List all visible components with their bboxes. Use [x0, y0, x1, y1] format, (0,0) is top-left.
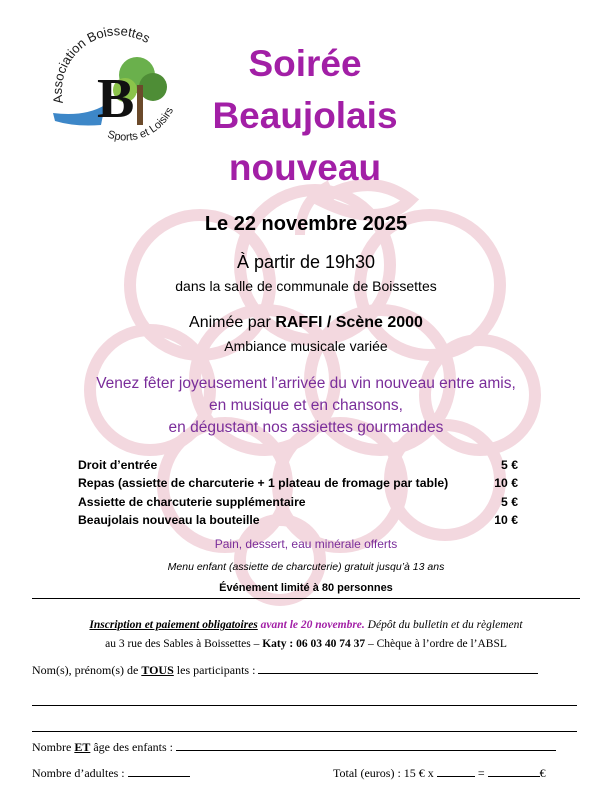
children-label-end: âge des enfants : — [90, 740, 173, 754]
price-value: 5 € — [501, 494, 518, 509]
animation — [0, 314, 612, 332]
registration-line-2 — [0, 638, 612, 650]
title-line: Soirée — [248, 43, 362, 84]
children-label: Nombre — [32, 740, 75, 754]
event-date: Le 22 novembre 2025 — [204, 213, 408, 235]
adults-label: Nombre d’adultes : — [32, 766, 125, 780]
invite-line: en musique et en chansons, — [209, 397, 403, 414]
registration-deposit: Dépôt du bulletin et du règlement — [364, 619, 523, 631]
participants-label-all: TOUS — [141, 663, 174, 677]
invite-line: Venez fêter joyeusement l’arrivée du vin nouveau entre amis, — [96, 375, 516, 392]
children-label-and: ET — [74, 740, 91, 754]
price-list — [78, 458, 518, 531]
logo-arc-top: Association Boissettes — [49, 25, 153, 105]
registration-address: au 3 rue des Sables à Boissettes – — [105, 638, 263, 650]
total-amount-line[interactable] — [488, 776, 540, 777]
price-value: 5 € — [501, 458, 518, 472]
price-label: Repas (assiette de charcuterie + 1 plateau de fromage par table) — [78, 476, 449, 491]
participants-label: Nom(s), prénom(s) de — [32, 663, 142, 677]
child-menu: Menu enfant (assiette de charcuterie) gratuit jusqu’à 13 ans — [167, 561, 445, 573]
participants-line-2[interactable] — [32, 705, 577, 706]
children-field[interactable] — [32, 740, 580, 755]
offered-items: Pain, dessert, eau minérale offerts — [214, 537, 398, 551]
invitation-text — [0, 373, 612, 439]
logo-initial: B — [97, 68, 135, 130]
ambiance: Ambiance musicale variée — [224, 338, 388, 354]
children-line[interactable] — [176, 750, 556, 751]
price-label: Beaujolais nouveau la bouteille — [78, 512, 260, 527]
registration-contact: Katy : 06 03 40 74 37 — [262, 638, 366, 650]
participants-field[interactable] — [32, 663, 580, 678]
title-line: nouveau — [228, 147, 382, 188]
divider — [32, 598, 580, 599]
capacity-limit: Événement limité à 80 personnes — [219, 582, 393, 594]
price-row — [78, 476, 518, 494]
registration-line-1 — [0, 619, 612, 631]
animation-name: RAFFI / Scène 2000 — [275, 314, 423, 331]
adults-line[interactable] — [128, 776, 190, 777]
participants-label-end: les participants : — [173, 663, 256, 677]
registration-cheque: – Chèque à l’ordre de l’ABSL — [365, 638, 507, 650]
price-label: Assiette de charcuterie supplémentaire — [78, 494, 306, 509]
registration-mandatory: Inscription et paiement obligatoires — [89, 619, 258, 631]
total-label: Total (euros) : 15 € x — [333, 766, 434, 780]
price-row — [78, 458, 518, 476]
event-venue: dans la salle de communale de Boissettes — [175, 278, 437, 294]
price-row — [78, 495, 518, 513]
title-line: Beaujolais — [212, 95, 398, 136]
participants-line-3[interactable] — [32, 731, 577, 732]
price-row — [78, 513, 518, 531]
price-label: Droit d’entrée — [78, 458, 158, 472]
total-currency: € — [539, 766, 546, 780]
price-value: 10 € — [494, 512, 518, 527]
total-equals: = — [477, 766, 485, 780]
adults-field[interactable] — [32, 766, 190, 781]
total-quantity-line[interactable] — [437, 776, 475, 777]
animation-prefix: Animée par — [189, 314, 276, 331]
event-time: À partir de 19h30 — [236, 252, 376, 272]
logo-arc-bottom: Sports et Loisirs — [106, 105, 176, 144]
price-value: 10 € — [494, 476, 518, 491]
registration-deadline: avant le 20 novembre. — [257, 619, 365, 631]
total-field[interactable] — [333, 766, 546, 781]
event-title — [160, 38, 450, 194]
participants-line[interactable] — [258, 673, 538, 674]
invite-line: en dégustant nos assiettes gourmandes — [168, 419, 444, 436]
